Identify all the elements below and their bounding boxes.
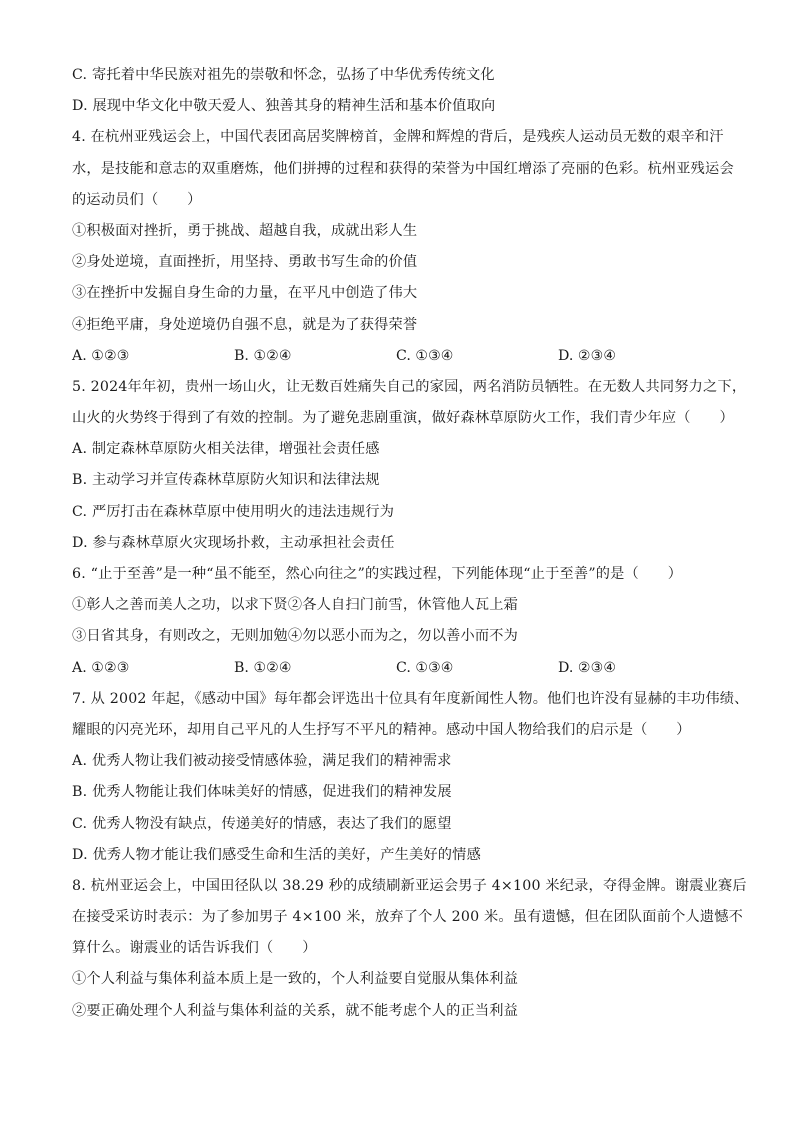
q8-stem-line: 8. 杭州亚运会上，中国田径队以 38.29 秒的成绩刷新亚运会男子 4×100 米纪录，夺得金牌。谢震业赛后 (72, 877, 747, 894)
q7-stem-line: 7. 从 2002 年起，《感动中国》每年都会评选出十位具有年度新闻性人物。他们也许没有显赫的丰功伟绩、 (72, 690, 749, 707)
q3-option-d: D. 展现中华文化中敬天爱人、独善其身的精神生活和基本价值取向 (72, 98, 496, 115)
q6-statement: ③日省其身，有则改之，无则加勉④勿以恶小而为之，勿以善小而不为 (72, 628, 519, 645)
q6-option-a: A. ①②③ (72, 659, 130, 676)
q6-option-b: B. ①②④ (234, 659, 292, 676)
question-8 (72, 871, 747, 1027)
q6-options (72, 653, 732, 684)
exam-page (72, 60, 749, 1027)
q4-option-d: D. ②③④ (558, 347, 617, 364)
question-5 (72, 372, 747, 559)
q5-choice-b: B. 主动学习并宣传森林草原防火知识和法律法规 (72, 472, 380, 489)
q4-statement: ④拒绝平庸，身处逆境仍自强不息，就是为了获得荣誉 (72, 316, 418, 333)
question-7 (72, 684, 749, 871)
q4-statement: ②身处逆境，直面挫折，用坚持、勇敢书写生命的价值 (72, 254, 418, 271)
q4-statement: ③在挫折中发掘自身生命的力量，在平凡中创造了伟大 (72, 285, 418, 302)
q5-choice-c: C. 严厉打击在森林草原中使用明火的违法违规行为 (72, 503, 395, 520)
q8-statement: ①个人利益与集体利益本质上是一致的，个人利益要自觉服从集体利益 (72, 971, 519, 988)
q8-stem-line: 在接受采访时表示：为了参加男子 4×100 米，放弃了个人 200 米。虽有遗憾，但在团队面前个人遗憾不 (72, 909, 744, 926)
q6-stem-line: 6. “止于至善”是一种“虽不能至，然心向往之”的实践过程，下列能体现“止于至善”的是（ ） (72, 566, 683, 582)
question-4 (72, 122, 732, 372)
q5-choice-a: A. 制定森林草原防火相关法律，增强社会责任感 (72, 441, 380, 458)
question-3-tail (72, 60, 732, 122)
q6-statement: ①彰人之善而美人之功，以求下贤②各人自扫门前雪，休管他人瓦上霜 (72, 597, 519, 614)
q7-choice-a: A. 优秀人物让我们被动接受情感体验，满足我们的精神需求 (72, 753, 452, 770)
q7-choice-d: D. 优秀人物才能让我们感受生命和生活的美好，产生美好的情感 (72, 846, 481, 863)
q4-statement: ①积极面对挫折，勇于挑战、超越自我，成就出彩人生 (72, 222, 418, 239)
q4-option-a: A. ①②③ (72, 347, 130, 364)
q4-stem-line: 水，是技能和意志的双重磨炼，他们拼搏的过程和获得的荣誉为中国红增添了亮丽的色彩。杭州亚残运会 (72, 160, 734, 177)
q7-choice-c: C. 优秀人物没有缺点，传递美好的情感，表达了我们的愿望 (72, 815, 452, 832)
q7-stem-line: 耀眼的闪亮光环，却用自己平凡的人生抒写不平凡的精神。感动中国人物给我们的启示是（ ） (72, 721, 691, 738)
q4-stem-line: 4. 在杭州亚残运会上，中国代表团高居奖牌榜首，金牌和辉煌的背后，是残疾人运动员无数的艰辛和汗 (72, 129, 724, 146)
question-6 (72, 559, 732, 684)
q6-option-d: D. ②③④ (558, 659, 617, 676)
q4-options (72, 341, 732, 372)
q7-choice-b: B. 优秀人物能让我们体味美好的情感，促进我们的精神发展 (72, 784, 452, 801)
q5-stem-line: 山火的火势终于得到了有效的控制。为了避免悲剧重演，做好森林草原防火工作，我们青少年应（ ） (72, 410, 734, 427)
q4-stem-line: 的运动员们（ ） (72, 191, 202, 208)
q5-choice-d: D. 参与森林草原火灾现场扑救，主动承担社会责任 (72, 534, 395, 551)
q6-option-c: C. ①③④ (396, 659, 454, 676)
q4-option-c: C. ①③④ (396, 347, 454, 364)
q3-option-c: C. 寄托着中华民族对祖先的崇敬和怀念，弘扬了中华优秀传统文化 (72, 67, 495, 83)
q4-option-b: B. ①②④ (234, 347, 292, 364)
q8-stem-line: 算什么。谢震业的话告诉我们（ ） (72, 940, 317, 957)
q5-stem-line: 5. 2024年年初，贵州一场山火，让无数百姓痛失自己的家园，两名消防员牺牲。在无数人共同努力之下， (72, 378, 747, 395)
q8-statement: ②要正确处理个人利益与集体利益的关系，就不能考虑个人的正当利益 (72, 1002, 519, 1019)
